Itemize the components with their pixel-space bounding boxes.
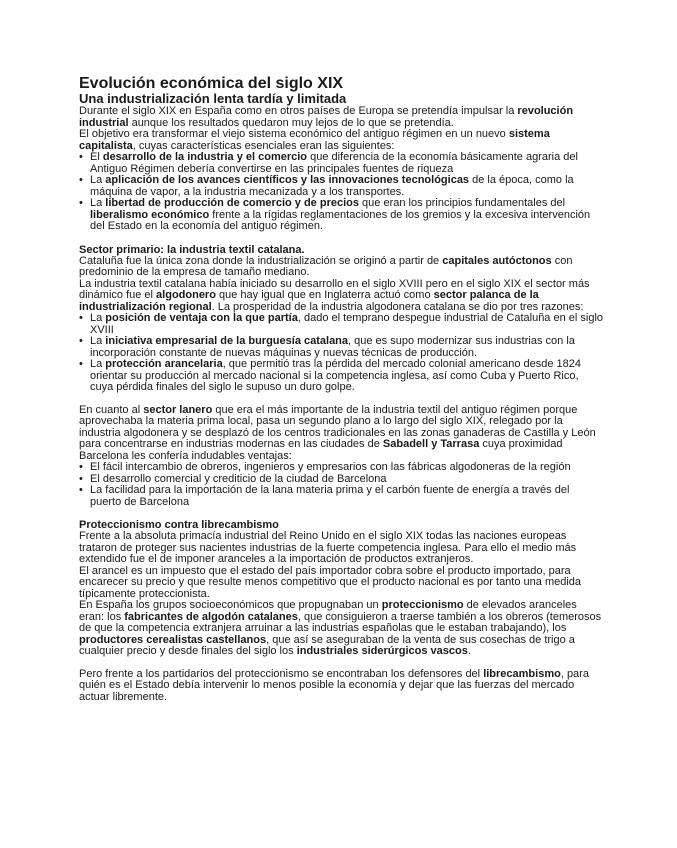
list-item: • La libertad de producción de comercio y de precios que eran los principios fundamentales del liberalismo económico frente a la rígidas reglamentaciones de los gremios y la excesiva intervención del Estado en la economía del antiguo régimen.	[79, 198, 603, 233]
paragraph: Frente a la absoluta primacía industrial del Reino Unido en el siglo XIX todas las naciones europeas trataron de proteger sus nacientes industrias de la fuerte competencia inglesa. Para ello el medio más extendido fue el de imponer aranceles a la importación de productos extranjeros.	[79, 530, 577, 565]
page-title: Evolución económica del siglo XIX	[79, 75, 344, 92]
bullet-list	[79, 152, 603, 233]
paragraph: El objetivo era transformar el viejo sistema económico del antiguo régimen en un nuevo sistema capitalista, cuyas características esenciales eran las siguientes:	[79, 128, 550, 152]
primary-sector-section	[79, 244, 603, 394]
page-subtitle: Una industrialización lenta tardía y limitada	[79, 91, 347, 106]
intro-section	[79, 106, 603, 233]
list-item: • El fácil intercambio de obreros, ingenieros y empresarios con las fábricas algodoneras de la región	[79, 462, 603, 474]
list-item: • La posición de ventaja con la que partía, dado el temprano despegue industrial de Cataluña en el siglo XVIII	[79, 313, 603, 336]
list-item: • La facilidad para la importación de la lana materia prima y el carbón fuente de energía a través del puerto de Barcelona	[79, 485, 603, 508]
section-heading: Proteccionismo contra librecambismo	[79, 519, 279, 531]
list-item: • La iniciativa empresarial de la burguesía catalana, que es supo modernizar sus industrias con la incorporación constante de nuevas máquinas y nuevas técnicas de producción.	[79, 336, 603, 359]
paragraph: En España los grupos socioeconómicos que propugnaban un proteccionismo de elevados aranceles eran: los fabricantes de algodón catalanes, que consiguieron a traerse también a los obreros (temerosos de que la competencia extranjera arruinar a las industrias españolas que le estaban trabajando), los productores cerealistas castellanos, que así se aseguraban de la venta de sus cosechas de trigo a cualquier precio y desde finales del siglo los industriales siderúrgicos vascos.	[79, 599, 602, 657]
list-item: • El desarrollo de la industria y el comercio que diferencia de la economía básicamente agraria del Antiguo Régimen debería convertirse en las principales fuentes de riqueza	[79, 152, 603, 175]
bullet-list	[79, 313, 603, 394]
paragraph: Pero frente a los partidarios del proteccionismo se encontraban los defensores del librecambismo, para quién es el Estado debía intervenir lo menos posible la economía y dejar que las fuerzas del mercado actuar libremente.	[79, 667, 589, 703]
paragraph: El arancel es un impuesto que el estado del país importador cobra sobre el producto importado, para encarecer su precio y que resulte menos competitivo que el producto nacional es por tanto una medida típicamente proteccionista.	[79, 564, 582, 600]
paragraph: Cataluña fue la única zona donde la industrialización se originó a partir de capitales autóctonos con predominio de la empresa de tamaño mediano.	[79, 254, 573, 278]
list-item: • La protección arancelaria, que permitió tras la pérdida del mercado colonial americano desde 1824 orientar su producción al mercado nacional si la competencia inglesa, así como Cuba y Puerto Rico, cuya pérdida finales del siglo le supuso un duro golpe.	[79, 359, 603, 394]
document-page	[79, 76, 603, 703]
paragraph: Durante el siglo XIX en España como en otros países de Europa se pretendía impulsar la revolución industrial aunque los resultados quedaron muy lejos de lo que se pretendía.	[79, 105, 574, 129]
wool-sector-section	[79, 405, 603, 509]
paragraph: La industria textil catalana había iniciado su desarrollo en el siglo XVIII pero en el siglo XIX el sector más dinámico fue el algodonero que hay igual que en Inglaterra actuó como sector palanca de la industrialización regional. La prosperidad de la industria algodonera catalana se dio por tres razones:	[79, 277, 590, 313]
protectionism-section	[79, 519, 603, 703]
paragraph: En cuanto al sector lanero que era el más importante de la industria textil del antiguo régimen porque aprovechaba la materia prima local, pasa un segundo plano a lo largo del siglo XIX, relegado por la industria algodonera y se desplazó de los centros tradicionales en las zonas ganaderas de Castilla y León para concentrarse en industrias modernas en las ciudades de Sabadell y Tarrasa cuya proximidad Barcelona les confería indudables ventajas:	[79, 403, 596, 462]
bullet-list	[79, 462, 603, 508]
list-item: • La aplicación de los avances científicos y las innovaciones tecnológicas de la época, como la máquina de vapor, a la industria mecanizada y a los transportes.	[79, 175, 603, 198]
section-heading: Sector primario: la industria textil catalana.	[79, 243, 305, 256]
list-item: • El desarrollo comercial y crediticio de la ciudad de Barcelona	[79, 474, 603, 486]
